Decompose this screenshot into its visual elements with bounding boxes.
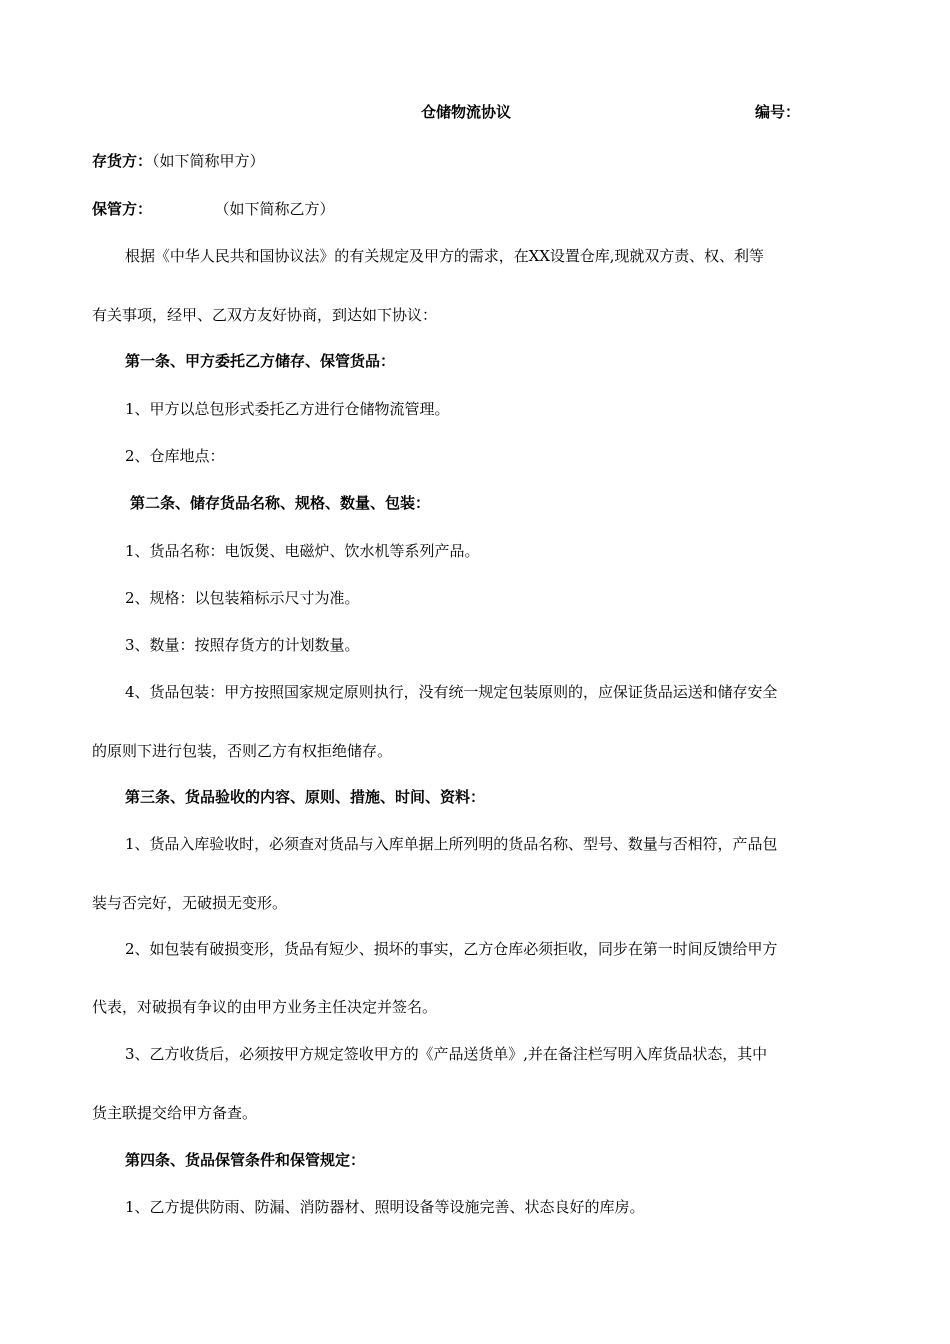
article3-item2-line1: 2、如包装有破损变形，货品有短少、损坏的事实，乙方仓库必须拒收，同步在第一时间反馈给甲方: [125, 940, 778, 958]
intro-paragraph-line1: 根据《中华人民共和国协议法》的有关规定及甲方的需求，在XX设置仓库,现就双方责、权、利等: [125, 247, 764, 265]
article1-item1: 1、甲方以总包形式委托乙方进行仓储物流管理。: [125, 400, 450, 418]
article3-item1-line2: 装与否完好，无破损无变形。: [92, 894, 288, 912]
article3-item2-line2: 代表，对破损有争议的由甲方业务主任决定并签名。: [92, 998, 438, 1016]
article1-item2: 2、仓库地点：: [125, 447, 225, 465]
intro-paragraph-line2: 有关事项，经甲、乙双方友好协商，到达如下协议：: [92, 306, 438, 324]
keeper-note: （如下简称乙方）: [222, 200, 335, 218]
article2-heading: 第二条、储存货品名称、规格、数量、包装：: [130, 494, 431, 512]
article3-item3-line1: 3、乙方收货后，必须按甲方规定签收甲方的《产品送货单》,并在备注栏写明入库货品状态，其中: [125, 1045, 768, 1063]
document-number-label: 编号：: [755, 103, 801, 121]
depositor-label: 存货方：: [92, 152, 153, 170]
article2-item4-line2: 的原则下进行包装，否则乙方有权拒绝储存。: [92, 742, 393, 760]
article3-item1-line1: 1、货品入库验收时，必须查对货品与入库单据上所列明的货品名称、型号、数量与否相符，产品包: [125, 835, 778, 853]
document-title: 仓储物流协议: [421, 103, 512, 121]
depositor-line: [92, 151, 265, 171]
article2-item1: 1、货品名称：电饭煲、电磁炉、饮水机等系列产品。: [125, 542, 480, 560]
article4-heading: 第四条、货品保管条件和保管规定：: [125, 1151, 366, 1169]
article2-item2: 2、规格：以包装箱标示尺寸为准。: [125, 589, 360, 607]
depositor-note: （如下简称甲方）: [152, 152, 265, 170]
article3-item3-line2: 货主联提交给甲方备查。: [92, 1104, 258, 1122]
article2-item4-line1: 4、货品包装：甲方按照国家规定原则执行，没有统一规定包装原则的，应保证货品运送和储存安全: [125, 683, 778, 701]
article2-item3: 3、数量：按照存货方的计划数量。: [125, 636, 360, 654]
keeper-line: [92, 199, 335, 219]
article1-heading: 第一条、甲方委托乙方储存、保管货品：: [125, 352, 396, 370]
article3-heading: 第三条、货品验收的内容、原则、措施、时间、资料：: [125, 788, 486, 806]
keeper-label: 保管方：: [92, 200, 153, 218]
article4-item1: 1、乙方提供防雨、防漏、消防器材、照明设备等设施完善、状态良好的库房。: [125, 1198, 645, 1216]
